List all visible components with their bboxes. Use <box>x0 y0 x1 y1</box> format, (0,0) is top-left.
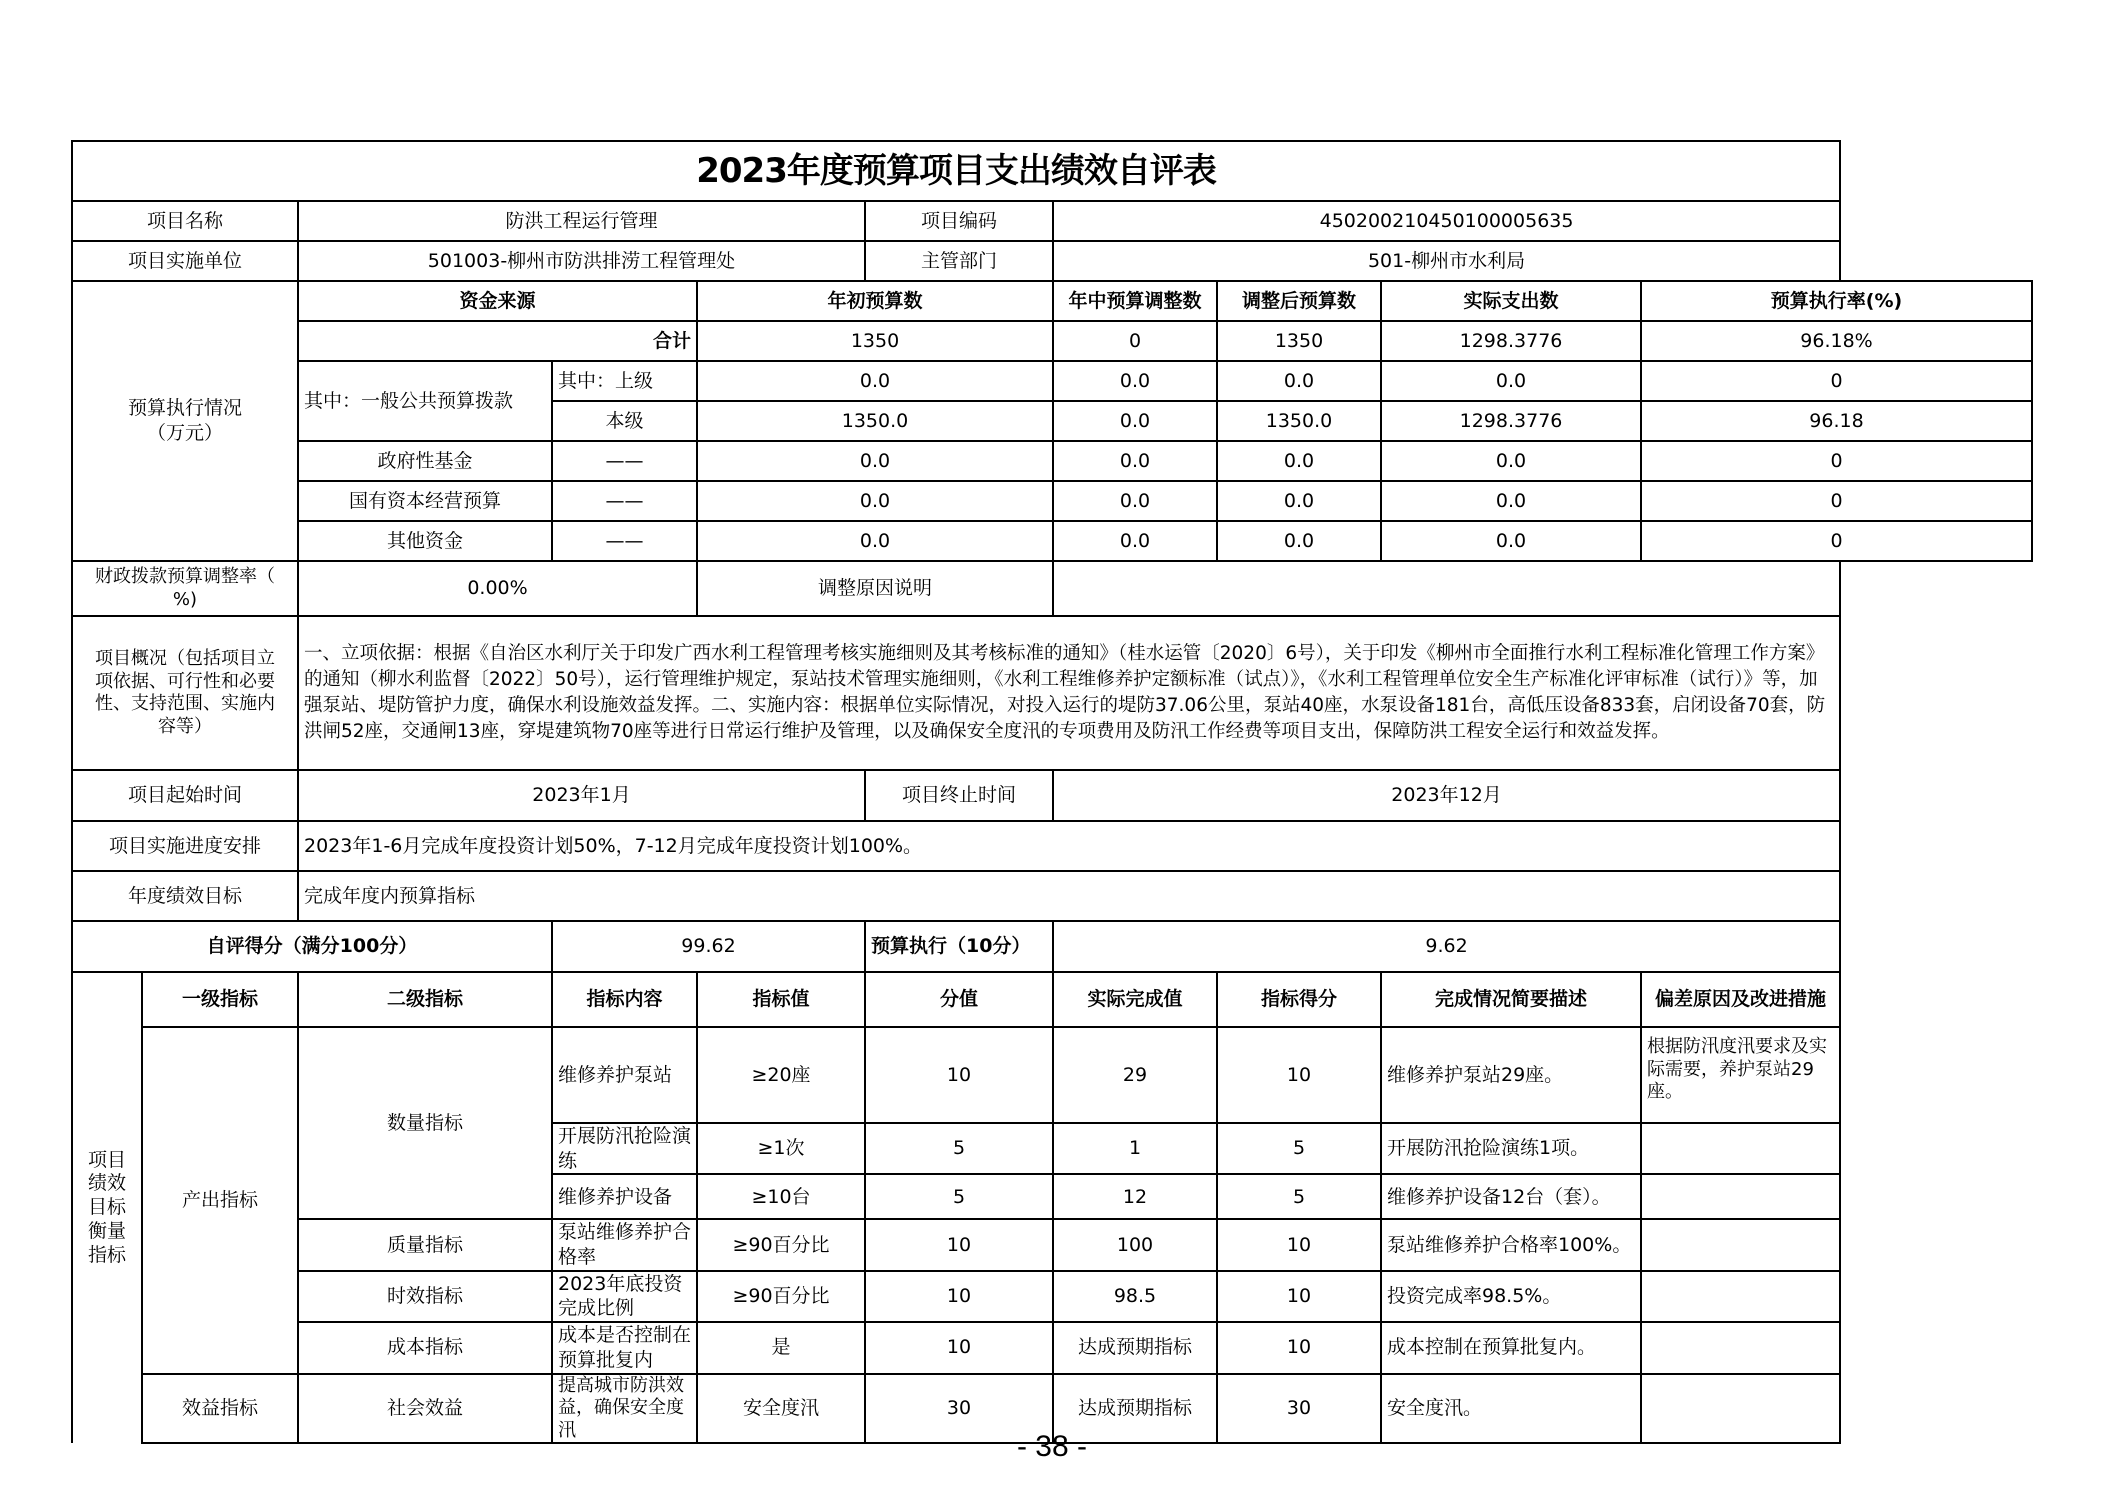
budget-total-adjusted: 1350 <box>1217 321 1381 361</box>
budget-gov-fund-initial: 0.0 <box>697 441 1053 481</box>
row2-content: 开展防汛抢险演练 <box>552 1123 697 1174</box>
row1-target: ≥20座 <box>697 1027 865 1123</box>
adjust-rate-label-line2: %) <box>172 588 198 610</box>
row3-content: 维修养护设备 <box>552 1174 697 1219</box>
row2-target: ≥1次 <box>697 1123 865 1174</box>
row1-content: 维修养护泵站 <box>552 1027 697 1123</box>
row1-score: 10 <box>1217 1027 1381 1123</box>
budget-gov-fund-adjust: 0.0 <box>1053 441 1217 481</box>
budget-state-capital-actual: 0.0 <box>1381 481 1641 521</box>
budget-gov-fund-adjusted: 0.0 <box>1217 441 1381 481</box>
table-row <box>72 1271 2032 1322</box>
row6-content: 成本是否控制在预算批复内 <box>552 1322 697 1373</box>
row1-desc: 维修养护泵站29座。 <box>1381 1027 1641 1123</box>
performance-evaluation-table <box>71 140 2033 1444</box>
row7-target: 安全度汛 <box>697 1374 865 1444</box>
budget-other-funds-dash: —— <box>552 521 697 561</box>
side-label-1: 项目 <box>87 1148 126 1171</box>
budget-total-label: 合计 <box>298 321 697 361</box>
budget-exec-value: 9.62 <box>1053 921 1840 972</box>
budget-total-adjust: 0 <box>1053 321 1217 361</box>
row7-score: 30 <box>1217 1374 1381 1444</box>
ind-header-target: 指标值 <box>697 972 865 1027</box>
page-number: - 38 - <box>1016 1430 1088 1463</box>
row7-weight: 30 <box>865 1374 1053 1444</box>
end-time-value: 2023年12月 <box>1053 770 1840 821</box>
budget-gov-fund-label: 政府性基金 <box>298 441 552 481</box>
ind-header-weight: 分值 <box>865 972 1053 1027</box>
dept-value: 501-柳州市水利局 <box>1053 241 1840 281</box>
adjust-reason-label: 调整原因说明 <box>697 561 1053 616</box>
row6-weight: 10 <box>865 1322 1053 1373</box>
budget-gov-fund-rate: 0 <box>1641 441 2032 481</box>
row7-actual: 达成预期指标 <box>1053 1374 1217 1444</box>
budget-gov-fund-dash: —— <box>552 441 697 481</box>
budget-upper-rate: 0 <box>1641 361 2032 401</box>
time-indicator-label: 时效指标 <box>298 1271 552 1322</box>
budget-general-label: 其中：一般公共预算拨款 <box>298 361 552 441</box>
side-label-4: 衡量 <box>87 1219 126 1242</box>
budget-header-source: 资金来源 <box>298 281 697 321</box>
ind-header-deviation: 偏差原因及改进措施 <box>1641 972 1840 1027</box>
row4-weight: 10 <box>865 1219 1053 1270</box>
table-row <box>72 1219 2032 1270</box>
end-time-label: 项目终止时间 <box>865 770 1053 821</box>
row5-target: ≥90百分比 <box>697 1271 865 1322</box>
row4-actual: 100 <box>1053 1219 1217 1270</box>
cost-indicator-label: 成本指标 <box>298 1322 552 1373</box>
row3-weight: 5 <box>865 1174 1053 1219</box>
adjust-reason-value <box>1053 561 1840 616</box>
row4-score: 10 <box>1217 1219 1381 1270</box>
row6-deviation <box>1641 1322 1840 1373</box>
schedule-label: 项目实施进度安排 <box>72 821 298 871</box>
side-label-2: 绩效 <box>87 1172 126 1195</box>
budget-section-label-line1: 预算执行情况 <box>127 397 242 420</box>
row7-desc: 安全度汛。 <box>1381 1374 1641 1444</box>
overview-label-line4: 容等） <box>158 715 212 737</box>
self-score-label: 自评得分（满分100分） <box>72 921 552 972</box>
start-time-label: 项目起始时间 <box>72 770 298 821</box>
self-score-value: 99.62 <box>552 921 865 972</box>
social-benefit-label: 社会效益 <box>298 1374 552 1444</box>
overview-label-line1: 项目概况（包括项目立 <box>95 648 275 669</box>
row2-deviation <box>1641 1123 1840 1174</box>
adjust-rate-value: 0.00% <box>298 561 697 616</box>
budget-upper-label: 其中：上级 <box>552 361 697 401</box>
overview-label-line2: 项依据、可行性和必要 <box>95 670 275 692</box>
budget-header-adjusted: 调整后预算数 <box>1217 281 1381 321</box>
overview-text: 一、立项依据：根据《自治区水利厅关于印发广西水利工程管理考核实施细则及其考核标准的通知》（桂水运管〔2020〕6号），关于印发《柳州市全面推行水利工程标准化管理工作方案》的通知（柳水利监督〔2022〕50号），运行管理维护规定，泵站技术管理实施细则，《水利工程维修养护定额标准（试点）》，《水利工程管理单位安全生产标准化评审标准（试行）》等，加强泵站、堤防管护力度，确保水利设施效益发挥。二、实施内容：根据单位实际情况，对投入运行的堤防37.06公里，泵站40座，水泵设备181台，高低压设备833套，启闭设备70套，防洪闸52座，交通闸13座，穿堤建筑物70座等进行日常运行维护及管理，以及确保安全度汛的专项费用及防汛工作经费等项目支出，保障防洪工程安全运行和效益发挥。 <box>298 616 1840 770</box>
goal-label: 年度绩效目标 <box>72 871 298 921</box>
table-title: 2023年度预算项目支出绩效自评表 <box>72 141 1840 201</box>
project-code-value: 450200210450100005635 <box>1053 201 1840 241</box>
adjust-rate-label <box>72 561 298 616</box>
row3-actual: 12 <box>1053 1174 1217 1219</box>
project-code-label: 项目编码 <box>865 201 1053 241</box>
row5-desc: 投资完成率98.5%。 <box>1381 1271 1641 1322</box>
row5-actual: 98.5 <box>1053 1271 1217 1322</box>
budget-section-label <box>72 281 298 561</box>
budget-other-funds-adjusted: 0.0 <box>1217 521 1381 561</box>
budget-local-label: 本级 <box>552 401 697 441</box>
ind-header-level1: 一级指标 <box>142 972 298 1027</box>
budget-header-adjust: 年中预算调整数 <box>1053 281 1217 321</box>
budget-other-funds-actual: 0.0 <box>1381 521 1641 561</box>
side-label-3: 目标 <box>87 1196 126 1219</box>
budget-state-capital-rate: 0 <box>1641 481 2032 521</box>
schedule-text: 2023年1-6月完成年度投资计划50%，7-12月完成年度投资计划100%。 <box>298 821 1840 871</box>
budget-upper-actual: 0.0 <box>1381 361 1641 401</box>
row4-deviation <box>1641 1219 1840 1270</box>
ind-header-actual: 实际完成值 <box>1053 972 1217 1027</box>
budget-header-actual: 实际支出数 <box>1381 281 1641 321</box>
row5-content: 2023年底投资完成比例 <box>552 1271 697 1322</box>
ind-header-content: 指标内容 <box>552 972 697 1027</box>
output-indicator-label: 产出指标 <box>142 1027 298 1374</box>
row3-score: 5 <box>1217 1174 1381 1219</box>
budget-other-funds-adjust: 0.0 <box>1053 521 1217 561</box>
row1-weight: 10 <box>865 1027 1053 1123</box>
side-label-5: 指标 <box>87 1243 126 1266</box>
budget-local-adjusted: 1350.0 <box>1217 401 1381 441</box>
budget-header-rate: 预算执行率(%) <box>1641 281 2032 321</box>
ind-header-level2: 二级指标 <box>298 972 552 1027</box>
budget-other-funds-initial: 0.0 <box>697 521 1053 561</box>
goal-text: 完成年度内预算指标 <box>298 871 1840 921</box>
row6-actual: 达成预期指标 <box>1053 1322 1217 1373</box>
dept-label: 主管部门 <box>865 241 1053 281</box>
project-name-label: 项目名称 <box>72 201 298 241</box>
row5-score: 10 <box>1217 1271 1381 1322</box>
overview-label-line3: 性、支持范围、实施内 <box>95 693 275 714</box>
budget-local-initial: 1350.0 <box>697 401 1053 441</box>
budget-other-funds-label: 其他资金 <box>298 521 552 561</box>
budget-total-actual: 1298.3776 <box>1381 321 1641 361</box>
budget-local-adjust: 0.0 <box>1053 401 1217 441</box>
row4-desc: 泵站维修养护合格率100%。 <box>1381 1219 1641 1270</box>
budget-other-funds-rate: 0 <box>1641 521 2032 561</box>
row1-deviation: 根据防汛度汛要求及实际需要，养护泵站29座。 <box>1641 1027 1840 1123</box>
budget-state-capital-adjust: 0.0 <box>1053 481 1217 521</box>
row5-deviation <box>1641 1271 1840 1322</box>
project-unit-label: 项目实施单位 <box>72 241 298 281</box>
benefit-indicator-label: 效益指标 <box>142 1374 298 1444</box>
overview-label <box>72 616 298 770</box>
row1-actual: 29 <box>1053 1027 1217 1123</box>
start-time-value: 2023年1月 <box>298 770 865 821</box>
budget-gov-fund-actual: 0.0 <box>1381 441 1641 481</box>
row3-desc: 维修养护设备12台（套）。 <box>1381 1174 1641 1219</box>
quality-indicator-label: 质量指标 <box>298 1219 552 1270</box>
table-row <box>72 1027 2032 1123</box>
quantity-indicator-label: 数量指标 <box>298 1027 552 1219</box>
budget-state-capital-initial: 0.0 <box>697 481 1053 521</box>
budget-upper-adjusted: 0.0 <box>1217 361 1381 401</box>
indicators-side-label <box>72 972 142 1443</box>
table-row <box>72 1322 2032 1373</box>
row2-weight: 5 <box>865 1123 1053 1174</box>
budget-local-actual: 1298.3776 <box>1381 401 1641 441</box>
row3-deviation <box>1641 1174 1840 1219</box>
ind-header-score: 指标得分 <box>1217 972 1381 1027</box>
budget-state-capital-label: 国有资本经营预算 <box>298 481 552 521</box>
ind-header-desc: 完成情况简要描述 <box>1381 972 1641 1027</box>
budget-upper-adjust: 0.0 <box>1053 361 1217 401</box>
budget-total-rate: 96.18% <box>1641 321 2032 361</box>
adjust-rate-label-line1: 财政拨款预算调整率（ <box>95 566 275 587</box>
row6-score: 10 <box>1217 1322 1381 1373</box>
budget-section-label-line2: （万元） <box>146 422 223 444</box>
row4-target: ≥90百分比 <box>697 1219 865 1270</box>
project-name-value: 防洪工程运行管理 <box>298 201 865 241</box>
row5-weight: 10 <box>865 1271 1053 1322</box>
budget-upper-initial: 0.0 <box>697 361 1053 401</box>
row4-content: 泵站维修养护合格率 <box>552 1219 697 1270</box>
budget-state-capital-dash: —— <box>552 481 697 521</box>
row2-desc: 开展防汛抢险演练1项。 <box>1381 1123 1641 1174</box>
row6-target: 是 <box>697 1322 865 1373</box>
budget-total-initial: 1350 <box>697 321 1053 361</box>
row7-content: 提高城市防洪效益，确保安全度汛 <box>552 1374 697 1444</box>
project-unit-value: 501003-柳州市防洪排涝工程管理处 <box>298 241 865 281</box>
budget-header-initial: 年初预算数 <box>697 281 1053 321</box>
row2-score: 5 <box>1217 1123 1381 1174</box>
row6-desc: 成本控制在预算批复内。 <box>1381 1322 1641 1373</box>
budget-exec-label: 预算执行（10分） <box>865 921 1053 972</box>
row2-actual: 1 <box>1053 1123 1217 1174</box>
budget-local-rate: 96.18 <box>1641 401 2032 441</box>
budget-state-capital-adjusted: 0.0 <box>1217 481 1381 521</box>
row3-target: ≥10台 <box>697 1174 865 1219</box>
